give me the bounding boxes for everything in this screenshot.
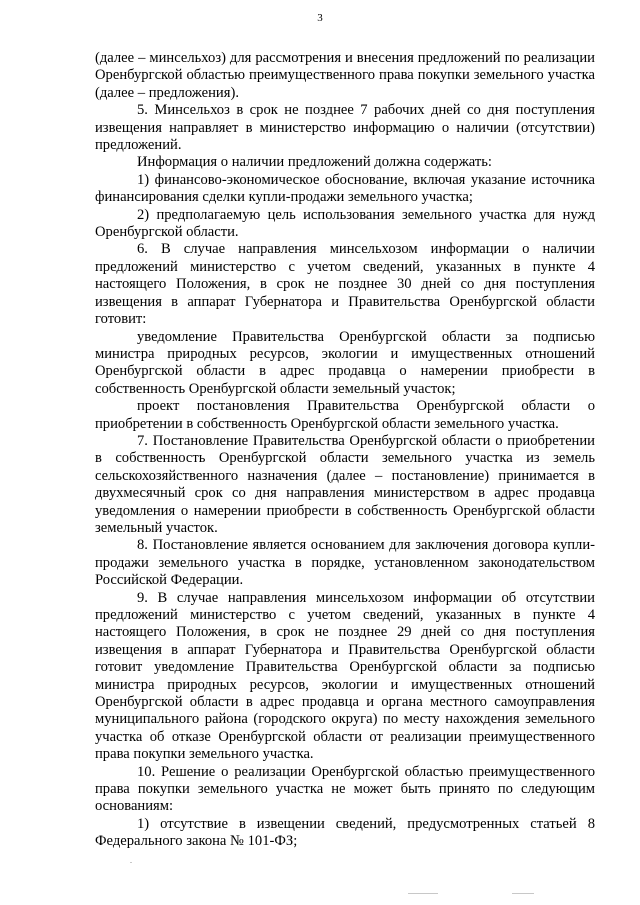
- scan-mark: [130, 862, 132, 863]
- paragraph-notification: уведомление Правительства Оренбургской области за подписью министра природных ресурсов, экологии и имущественных отношений Оренбургской области в адрес продавца о намерении приобрести в собственность Оренбургской области земельный участок;: [95, 328, 595, 397]
- paragraph-item-7: 7. Постановление Правительства Оренбургской области о приобретении в собственность Оренбургской области земельного участка из земель сельскохозяйственного назначения (далее – постановление) принимается в двухмесячный срок со дня направления министерством в адрес продавца уведомления о намерении приобрести в собственность Оренбургской области земельный участок.: [95, 432, 595, 536]
- paragraph-item-6: 6. В случае направления минсельхозом информации о наличии предложений министерство с учетом сведений, указанных в пункте 4 настоящего Положения, в срок не позднее 30 дней со дня поступления извещения в аппарат Губернатора и Правительства Оренбургской области готовит:: [95, 241, 595, 328]
- paragraph-item-9: 9. В случае направления минсельхозом информации об отсутствии предложений министерство с учетом сведений, указанных в пункте 4 настоящего Положения, в срок не позднее 29 дней со дня поступления извещения в аппарат Губернатора и Правительства Оренбургской области готовит уведомление Правительства Оренбургской области за подписью министра природных ресурсов, экологии и имущественных отношений Оренбургской области в адрес продавца и органа местного самоуправления муниципального района (городского округа) по месту нахождения земельного участка об отказе Оренбургской области от реализации преимущественного права покупки земельного участка.: [95, 589, 595, 763]
- paragraph-subitem-2: 2) предполагаемую цель использования земельного участка для нужд Оренбургской области.: [95, 206, 595, 241]
- paragraph-continuation: (далее – минсельхоз) для рассмотрения и внесения предложений по реализации Оренбургской областью преимущественного права покупки земельного участка (далее – предложения).: [95, 50, 595, 101]
- paragraph-resolution-draft: проект постановления Правительства Оренбургской области о приобретении в собственность Оренбургской области земельного участка.: [95, 398, 595, 432]
- scan-mark: [408, 893, 438, 894]
- paragraph-item-10-subitem-1: 1) отсутствие в извещении сведений, предусмотренных статьей 8 Федерального закона № 101-ФЗ;: [95, 815, 595, 850]
- scan-mark: [512, 893, 534, 894]
- paragraph-item-10: 10. Решение о реализации Оренбургской областью преимущественного права покупки земельного участка не может быть принято по следующим основаниям:: [95, 763, 595, 815]
- paragraph-item-8: 8. Постановление является основанием для заключения договора купли-продажи земельного участка в порядке, установленном законодательством Российской Федерации.: [95, 537, 595, 589]
- paragraph-info-requirements: Информация о наличии предложений должна содержать:: [137, 154, 492, 171]
- paragraph-subitem-1: 1) финансово-экономическое обоснование, включая указание источника финансирования сделки купли-продажи земельного участка;: [95, 171, 595, 206]
- document-body: [95, 50, 595, 851]
- page-number: 3: [317, 12, 323, 24]
- paragraph-item-5: 5. Минсельхоз в срок не позднее 7 рабочих дней со дня поступления извещения направляет в министерство информацию о наличии (отсутствии) предложений.: [95, 102, 595, 154]
